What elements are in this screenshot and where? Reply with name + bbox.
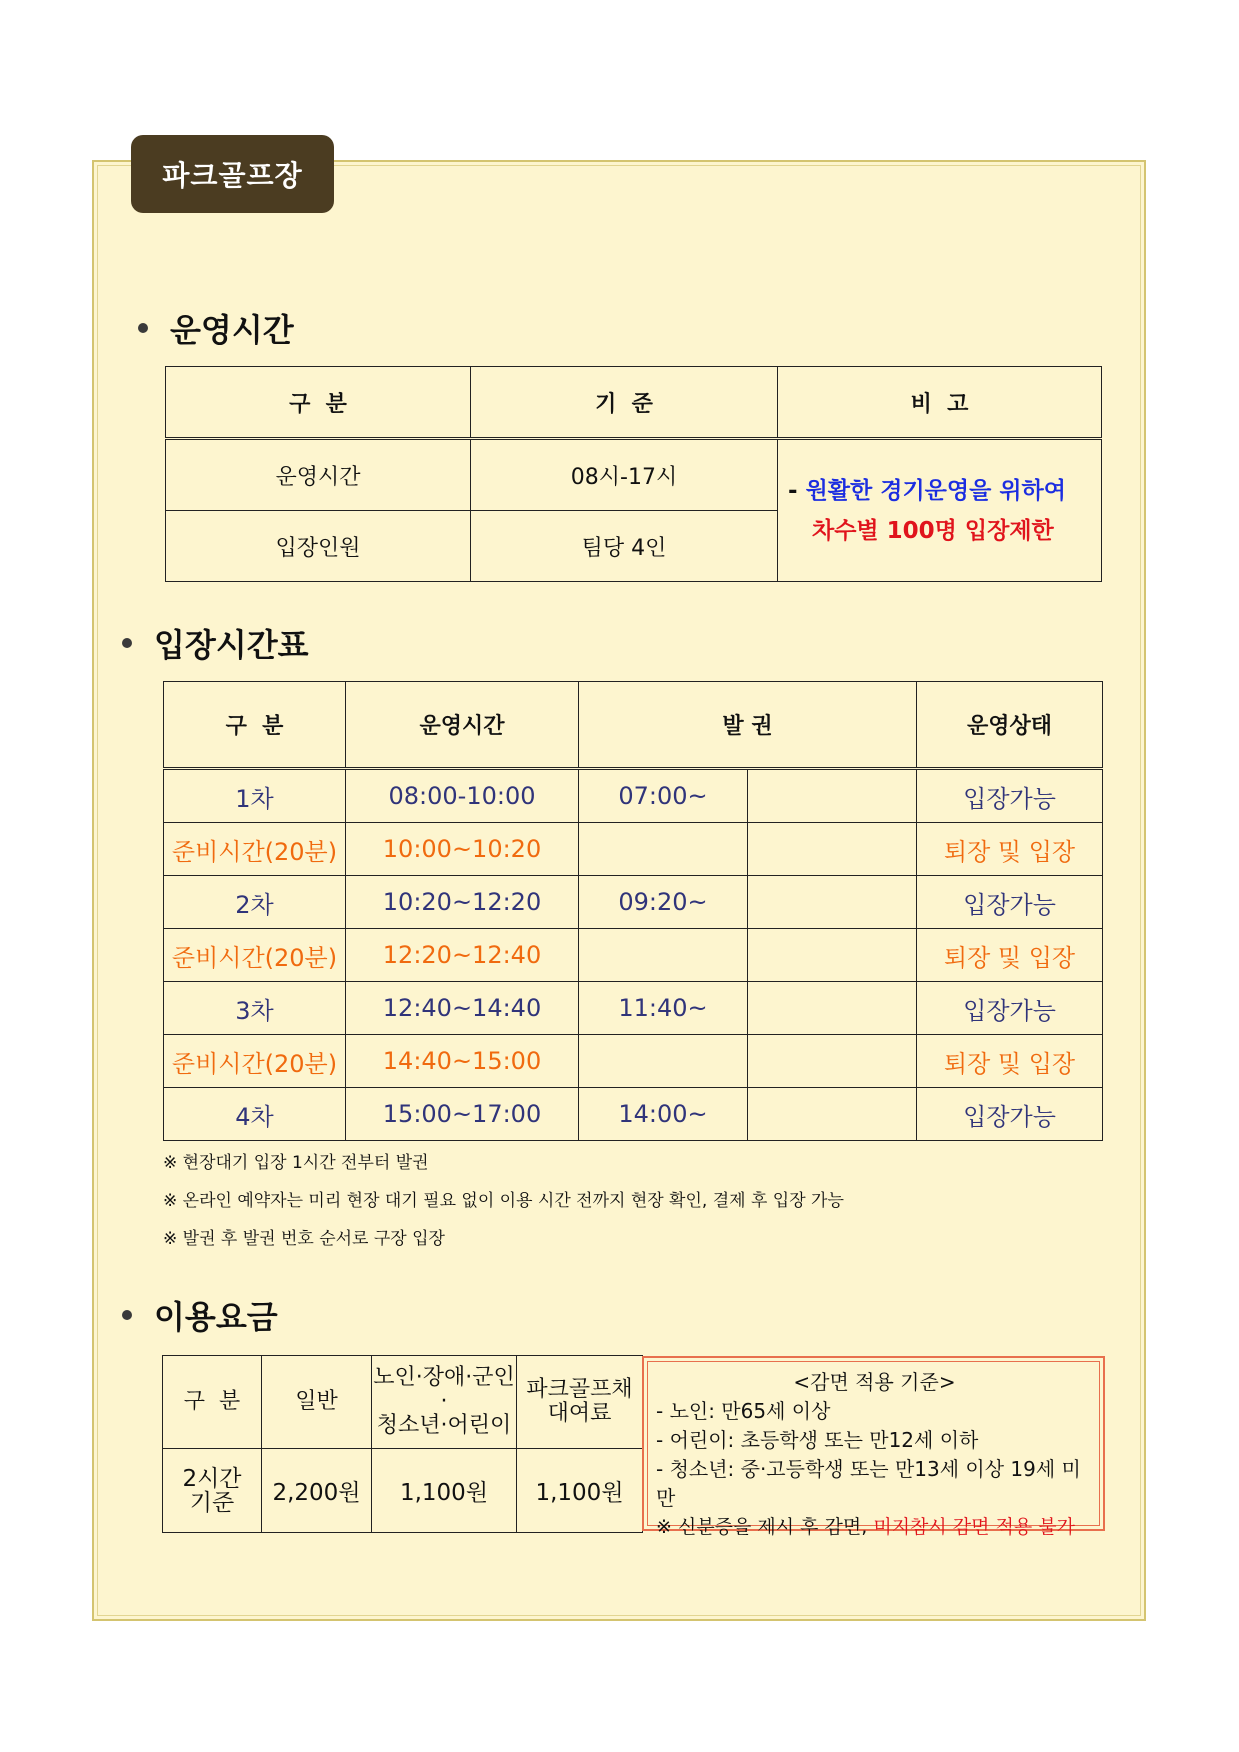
table-row — [164, 1088, 1103, 1141]
table-row — [164, 1035, 1103, 1088]
row-label: 준비시간(20분) — [164, 929, 346, 982]
header-cell — [372, 1356, 517, 1449]
bullet-icon — [138, 323, 148, 333]
row-ticket: 07:00~ — [579, 769, 748, 823]
criteria-prefix: ※ 신분증을 제시 후 감면, — [656, 1516, 874, 1538]
criteria-warning: 미지참시 감면 적용 불가 — [873, 1516, 1076, 1538]
table-row — [164, 769, 1103, 823]
row-status: 퇴장 및 입장 — [917, 929, 1103, 982]
row-time: 12:20~12:40 — [346, 929, 579, 982]
row-label: 입장인원 — [166, 511, 471, 582]
row-ticket: 14:00~ — [579, 1088, 748, 1141]
box-title: <감면 적용 기준> — [793, 1370, 956, 1394]
row-label — [163, 1449, 262, 1533]
section-title: 입장시간표 — [154, 626, 309, 664]
row-label: 1차 — [164, 769, 346, 823]
empty-cell — [748, 982, 917, 1035]
criteria-last-line — [656, 1513, 1093, 1542]
row-label: 준비시간(20분) — [164, 1035, 346, 1088]
note-line-1: 원활한 경기운영을 위하여 — [805, 477, 1066, 504]
row-status: 퇴장 및 입장 — [917, 823, 1103, 876]
basis-line: 기준 — [189, 1489, 235, 1516]
header-cell: 구 분 — [164, 682, 346, 769]
header-cell: 운영시간 — [346, 682, 579, 769]
table-row — [164, 929, 1103, 982]
bullet-icon — [122, 638, 132, 648]
header-cell: 운영상태 — [917, 682, 1103, 769]
empty-cell — [748, 1035, 917, 1088]
row-time: 08:00-10:00 — [346, 769, 579, 823]
note-line: ※ 발권 후 발권 번호 순서로 구장 입장 — [163, 1229, 445, 1249]
bullet-icon — [122, 1310, 132, 1320]
table-row — [164, 823, 1103, 876]
empty-cell — [748, 876, 917, 929]
criteria-line: - 어린이: 초등학생 또는 만12세 이하 — [656, 1428, 979, 1452]
fee-rental: 1,100원 — [517, 1449, 643, 1533]
empty-cell — [748, 1088, 917, 1141]
row-label: 준비시간(20분) — [164, 823, 346, 876]
row-value: 08시-17시 — [471, 439, 778, 511]
page-title: 파크골프장 — [131, 135, 334, 213]
header-cell: 구 분 — [166, 367, 471, 439]
note-dash: - — [788, 477, 806, 504]
row-ticket — [579, 1035, 748, 1088]
row-ticket: 09:20~ — [579, 876, 748, 929]
table-row — [164, 982, 1103, 1035]
header-cell: 비 고 — [778, 367, 1102, 439]
table-header-row — [166, 367, 1102, 439]
table-header-row — [163, 1356, 643, 1449]
row-time: 10:20~12:20 — [346, 876, 579, 929]
row-time: 14:40~15:00 — [346, 1035, 579, 1088]
basis-line: 2시간 — [182, 1465, 242, 1492]
header-cell: 발 권 — [579, 682, 917, 769]
table-header-row — [164, 682, 1103, 769]
row-label: 3차 — [164, 982, 346, 1035]
note-line: ※ 온라인 예약자는 미리 현장 대기 필요 없이 이용 시간 전까지 현장 확인, 결제 후 입장 가능 — [163, 1191, 844, 1211]
header-line: 대여료 — [547, 1401, 612, 1426]
fee-discount: 1,100원 — [372, 1449, 517, 1533]
section-heading-schedule — [122, 620, 309, 666]
row-status: 입장가능 — [917, 982, 1103, 1035]
table-row — [164, 876, 1103, 929]
row-time: 12:40~14:40 — [346, 982, 579, 1035]
row-ticket: 11:40~ — [579, 982, 748, 1035]
note-line-2: 차수별 100명 입장제한 — [812, 517, 1054, 544]
row-status: 입장가능 — [917, 769, 1103, 823]
section-title: 운영시간 — [170, 311, 294, 349]
schedule-table — [163, 681, 1103, 1141]
row-ticket — [579, 929, 748, 982]
table-row — [163, 1449, 643, 1533]
row-label: 4차 — [164, 1088, 346, 1141]
header-cell: 기 준 — [471, 367, 778, 439]
header-line: 파크골프채 — [526, 1377, 633, 1402]
header-cell: 구 분 — [163, 1356, 262, 1449]
header-line: 청소년·어린이 — [376, 1413, 512, 1438]
fee-general: 2,200원 — [262, 1449, 372, 1533]
section-heading-fees — [122, 1292, 278, 1338]
row-value: 팀당 4인 — [471, 511, 778, 582]
header-cell: 일반 — [262, 1356, 372, 1449]
empty-cell — [748, 769, 917, 823]
criteria-line: - 청소년: 중·고등학생 또는 만13세 이상 19세 미만 — [656, 1457, 1081, 1510]
row-label: 운영시간 — [166, 439, 471, 511]
row-time: 15:00~17:00 — [346, 1088, 579, 1141]
empty-cell — [748, 929, 917, 982]
fee-table — [162, 1355, 643, 1533]
note-line: ※ 현장대기 입장 1시간 전부터 발권 — [163, 1153, 429, 1173]
section-heading-hours — [138, 305, 294, 351]
header-cell — [517, 1356, 643, 1449]
row-ticket — [579, 823, 748, 876]
header-line: 노인·장애·군인· — [373, 1365, 515, 1414]
criteria-line: - 노인: 만65세 이상 — [656, 1399, 831, 1423]
empty-cell — [748, 823, 917, 876]
row-time: 10:00~10:20 — [346, 823, 579, 876]
row-status: 퇴장 및 입장 — [917, 1035, 1103, 1088]
row-status: 입장가능 — [917, 876, 1103, 929]
hours-table — [165, 366, 1102, 582]
hours-note — [778, 439, 1102, 582]
row-label: 2차 — [164, 876, 346, 929]
discount-criteria-box — [642, 1356, 1105, 1538]
row-status: 입장가능 — [917, 1088, 1103, 1141]
section-title: 이용요금 — [154, 1298, 278, 1336]
table-row — [166, 439, 1102, 511]
